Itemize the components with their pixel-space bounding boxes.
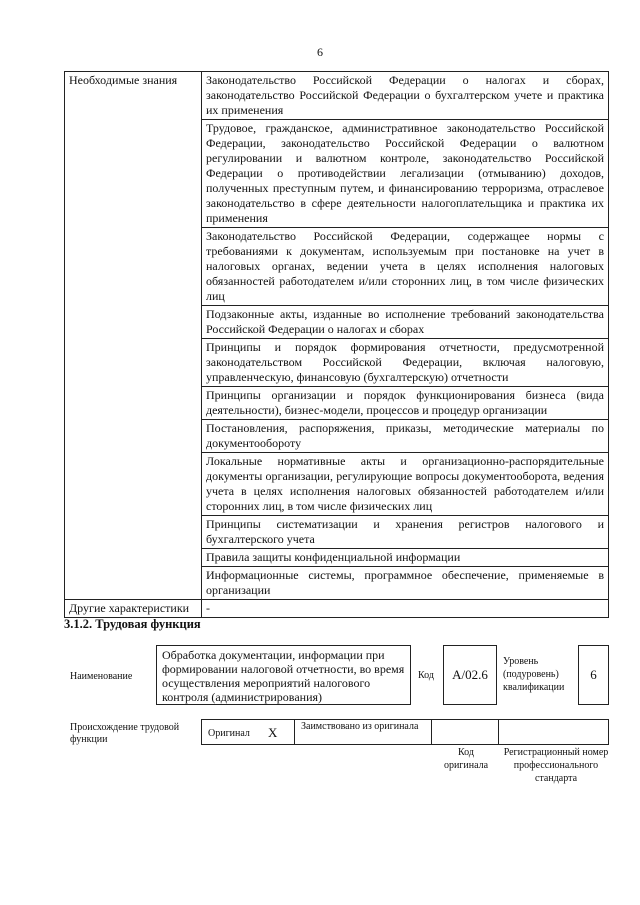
knowledge-label: Необходимые знания: [65, 72, 202, 600]
knowledge-item: Законодательство Российской Федерации, содержащее нормы с требованиями к документам, используемым при постановке на учет в налоговых органах, ведении учета в целях исполнения налоговых обязанностей работодателем и/или сторонних лиц, в том числе физических лиц: [202, 228, 609, 306]
section-heading: 3.1.2. Трудовая функция: [64, 617, 201, 631]
borrowed-label: Заимствовано из оригинала: [301, 721, 419, 732]
original-mark: X: [268, 725, 278, 740]
code-caption: Код оригинала: [443, 747, 489, 771]
original-label: Оригинал: [208, 728, 250, 739]
origin-table: [201, 719, 609, 745]
function-name-box: Обработка документации, информации при формировании налоговой отчетности, во время осуществления мероприятий налогового контроля (администрирования): [156, 645, 411, 705]
origin-divider: [498, 720, 499, 744]
knowledge-item: Трудовое, гражданское, административное законодательство Российской Федерации, законодательство Российской Федерации о валютном регулировании и валютном контроле, законодательство Российской Федерации о противодействии легализации (отмыванию) доходов, полученных преступным путем, и финансированию терроризма, отраслевое законодательство в сфере деятельности налогоплательщика и практика их применения: [202, 120, 609, 228]
knowledge-item: Информационные системы, программное обеспечение, применяемые в организации: [202, 567, 609, 600]
knowledge-item: Принципы и порядок формирования отчетности, предусмотренной законодательством Российской Федерации, включая налоговую, управленческую, финансовую (бухгалтерскую) отчетности: [202, 339, 609, 387]
page-number: 6: [317, 45, 323, 59]
knowledge-item: Правила защиты конфиденциальной информации: [202, 549, 609, 567]
knowledge-item: Законодательство Российской Федерации о налогах и сборах, законодательство Российской Федерации о бухгалтерском учете и практика их применения: [202, 72, 609, 120]
knowledge-item: Локальные нормативные акты и организационно-распорядительные документы организации, регулирующие вопросы документооборота, ведения учета в целях исполнения налоговых обязанностей работодателем и/или сторонних лиц, в том числе физических лиц: [202, 453, 609, 516]
reg-caption: Регистрационный номер профессионального стандарта: [503, 747, 609, 784]
level-value-box: 6: [578, 645, 609, 705]
name-label: Наименование: [70, 671, 133, 682]
other-value: -: [202, 600, 609, 618]
knowledge-table: [64, 71, 609, 618]
knowledge-item: Постановления, распоряжения, приказы, методические материалы по документообороту: [202, 420, 609, 453]
knowledge-item: Принципы систематизации и хранения регистров налогового и бухгалтерского учета: [202, 516, 609, 549]
level-label: Уровень (подуровень) квалификации: [503, 656, 565, 693]
table-row: [65, 72, 609, 120]
other-label: Другие характеристики: [65, 600, 202, 618]
code-value-box: A/02.6: [443, 645, 497, 705]
knowledge-item: Подзаконные акты, изданные во исполнение требований законодательства Российской Федерации о налогах и сборах: [202, 306, 609, 339]
origin-label: Происхождение трудовой функции: [70, 722, 180, 745]
code-label: Код: [418, 670, 434, 681]
origin-divider: [294, 720, 295, 744]
knowledge-item: Принципы организации и порядок функционирования бизнеса (вида деятельности), бизнес-модели, процессов и процедур организации: [202, 387, 609, 420]
table-row: [65, 600, 609, 618]
origin-divider: [431, 720, 432, 744]
